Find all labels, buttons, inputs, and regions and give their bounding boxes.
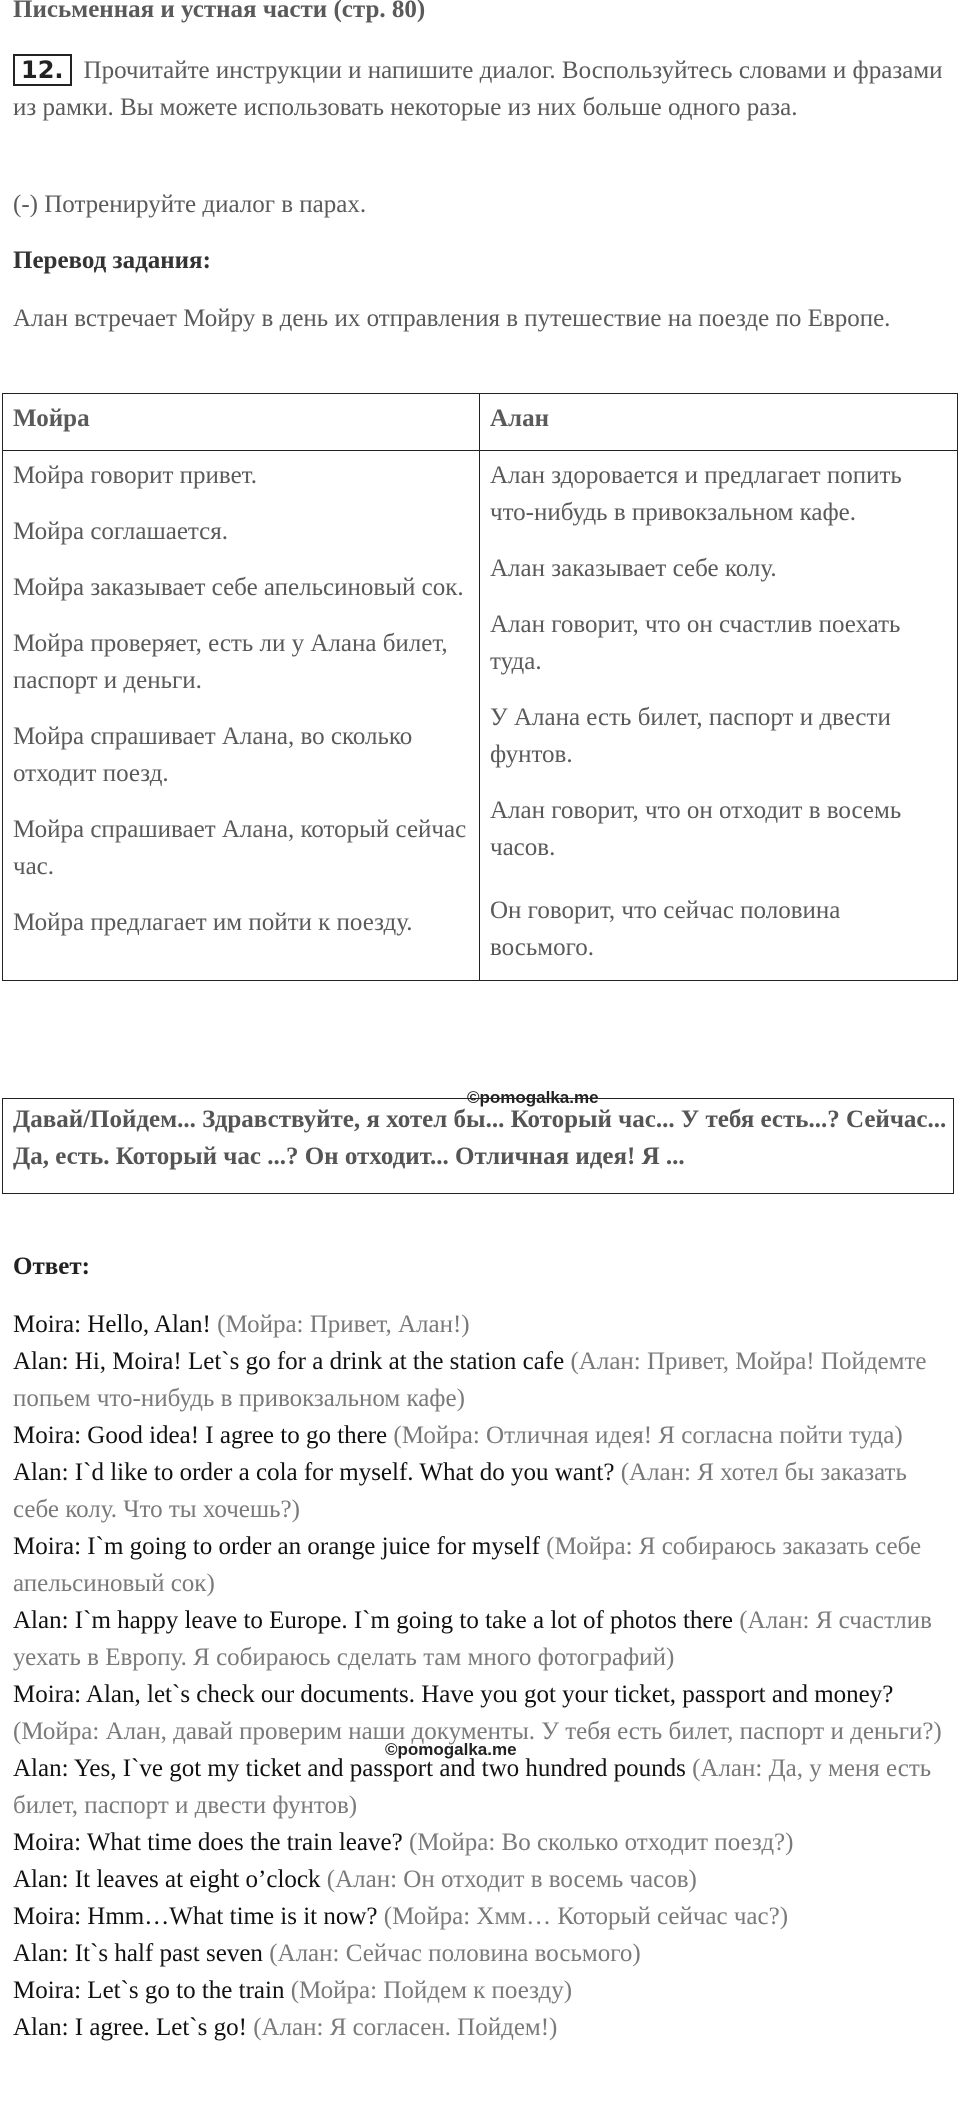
dialog-english: Moira: Alan, let`s check our documents. Have you got your ticket, passport and money? — [13, 1681, 894, 1708]
dialog-translation: (Мойра: Алан, давай проверим наши документы. У тебя есть билет, паспорт и деньги?) — [13, 1718, 942, 1745]
dialog-line — [13, 1824, 948, 1861]
dialog-line — [13, 1676, 948, 1750]
dialog-line — [13, 1343, 948, 1417]
dialog-english: Moira: What time does the train leave? — [13, 1829, 403, 1856]
moira-cell — [3, 451, 480, 981]
dialog-english: Alan: Yes, I`ve got my ticket and passport and two hundred pounds — [13, 1755, 686, 1782]
dialog-translation: (Алан: Да, у меня есть билет, паспорт и двести фунтов) — [13, 1755, 932, 1819]
dialog-english: Alan: It`s half past seven — [13, 1940, 263, 1967]
alan-cell — [480, 451, 958, 981]
dialog-line — [13, 1454, 948, 1528]
table-body-row — [3, 451, 958, 981]
watermark: ©pomogalka.me — [467, 1088, 599, 1107]
task-instruction-text: Прочитайте инструкции и напишите диалог. Воспользуйтесь словами и фразами из рамки. Вы можете использовать некоторые из них больше одного раза. — [13, 57, 943, 121]
dialog-english: Alan: Hi, Moira! Let`s go for a drink at the station cafe — [13, 1348, 565, 1375]
column-header-moira: Мойра — [3, 394, 480, 451]
moira-line: Мойра проверяет, есть ли у Алана билет, паспорт и деньги. — [13, 630, 448, 694]
answer-title: Ответ: — [13, 1253, 90, 1280]
page-header: Письменная и устная части (стр. 80) — [13, 0, 426, 23]
translation-title: Перевод задания: — [13, 247, 211, 274]
dialog-translation: (Алан: Он отходит в восемь часов) — [326, 1866, 697, 1893]
dialog-translation: (Мойра: Хмм… Который сейчас час?) — [383, 1903, 789, 1930]
alan-line: У Алана есть билет, паспорт и двести фунтов. — [490, 704, 891, 768]
dialog-translation: (Алан: Я хотел бы заказать себе колу. Что ты хочешь?) — [13, 1459, 907, 1523]
dialog-english: Moira: Let`s go to the train — [13, 1977, 285, 2004]
dialog-line — [13, 1306, 948, 1343]
dialog-translation: (Алан: Я согласен. Пойдем!) — [253, 2014, 558, 2041]
dialog-line — [13, 1898, 948, 1935]
phrase-box-text: Давай/Пойдем... Здравствуйте, я хотел бы... Который час... У тебя есть...? Сейчас... Да, есть. Который час ...? Он отходит... Отличная идея! Я ... — [13, 1106, 947, 1170]
dialog-line — [13, 2009, 948, 2046]
roles-table — [2, 393, 958, 981]
dialog-translation: (Алан: Привет, Мойра! Пойдемте попьем что-нибудь в привокзальном кафе) — [13, 1348, 927, 1412]
dialog-english: Alan: I`d like to order a cola for myself. What do you want? — [13, 1459, 615, 1486]
alan-line: Алан говорит, что он отходит в восемь часов. — [490, 797, 902, 861]
table-header-row — [3, 394, 958, 451]
moira-line: Мойра заказывает себе апельсиновый сок. — [13, 574, 464, 601]
dialog-translation: (Мойра: Отличная идея! Я согласна пойти туда) — [393, 1422, 903, 1449]
moira-line: Мойра говорит привет. — [13, 462, 257, 489]
dialog-english: Moira: I`m going to order an orange juice for myself — [13, 1533, 540, 1560]
dialog-line — [13, 1861, 948, 1898]
alan-line: Алан заказывает себе колу. — [490, 555, 777, 582]
dialog-english: Moira: Good idea! I agree to go there — [13, 1422, 388, 1449]
dialog-english: Alan: I`m happy leave to Europe. I`m going to take a lot of photos there — [13, 1607, 733, 1634]
task-number: 12. — [13, 54, 72, 86]
column-header-alan: Алан — [480, 394, 958, 451]
dialog-line — [13, 1972, 948, 2009]
task-instruction — [13, 52, 943, 126]
answer-dialog — [13, 1306, 948, 2046]
moira-line: Мойра предлагает им пойти к поезду. — [13, 909, 413, 936]
dialog-translation: (Мойра: Я собираюсь заказать себе апельсиновый сок) — [13, 1533, 922, 1597]
dialog-translation: (Мойра: Привет, Алан!) — [217, 1311, 470, 1338]
dialog-line — [13, 1935, 948, 1972]
dialog-line — [13, 1528, 948, 1602]
moira-line: Мойра спрашивает Алана, который сейчас час. — [13, 816, 467, 880]
dialog-line — [13, 1750, 948, 1824]
dialog-english: Alan: It leaves at eight o’clock — [13, 1866, 321, 1893]
moira-line: Мойра соглашается. — [13, 518, 229, 545]
dialog-english: Moira: Hello, Alan! — [13, 1311, 211, 1338]
dialog-line — [13, 1417, 948, 1454]
dialog-translation: (Мойра: Во сколько отходит поезд?) — [408, 1829, 794, 1856]
alan-line: Он говорит, что сейчас половина восьмого. — [490, 897, 841, 961]
watermark: ©pomogalka.me — [385, 1740, 517, 1759]
phrase-box — [2, 1098, 954, 1194]
practice-note: (-) Потренируйте диалог в парах. — [13, 191, 367, 218]
dialog-translation: (Алан: Я счастлив уехать в Европу. Я собираюсь сделать там много фотографий) — [13, 1607, 932, 1671]
moira-line: Мойра спрашивает Алана, во сколько отходит поезд. — [13, 723, 413, 787]
dialog-line — [13, 1602, 948, 1676]
dialog-english: Moira: Hmm…What time is it now? — [13, 1903, 378, 1930]
alan-line: Алан здоровается и предлагает попить что-нибудь в привокзальном кафе. — [490, 462, 902, 526]
alan-line: Алан говорит, что он счастлив поехать туда. — [490, 611, 901, 675]
dialog-english: Alan: I agree. Let`s go! — [13, 2014, 247, 2041]
dialog-translation: (Алан: Сейчас половина восьмого) — [269, 1940, 641, 1967]
dialog-translation: (Мойра: Пойдем к поезду) — [290, 1977, 573, 2004]
translation-text: Алан встречает Мойру в день их отправления в путешествие на поезде по Европе. — [13, 305, 891, 332]
